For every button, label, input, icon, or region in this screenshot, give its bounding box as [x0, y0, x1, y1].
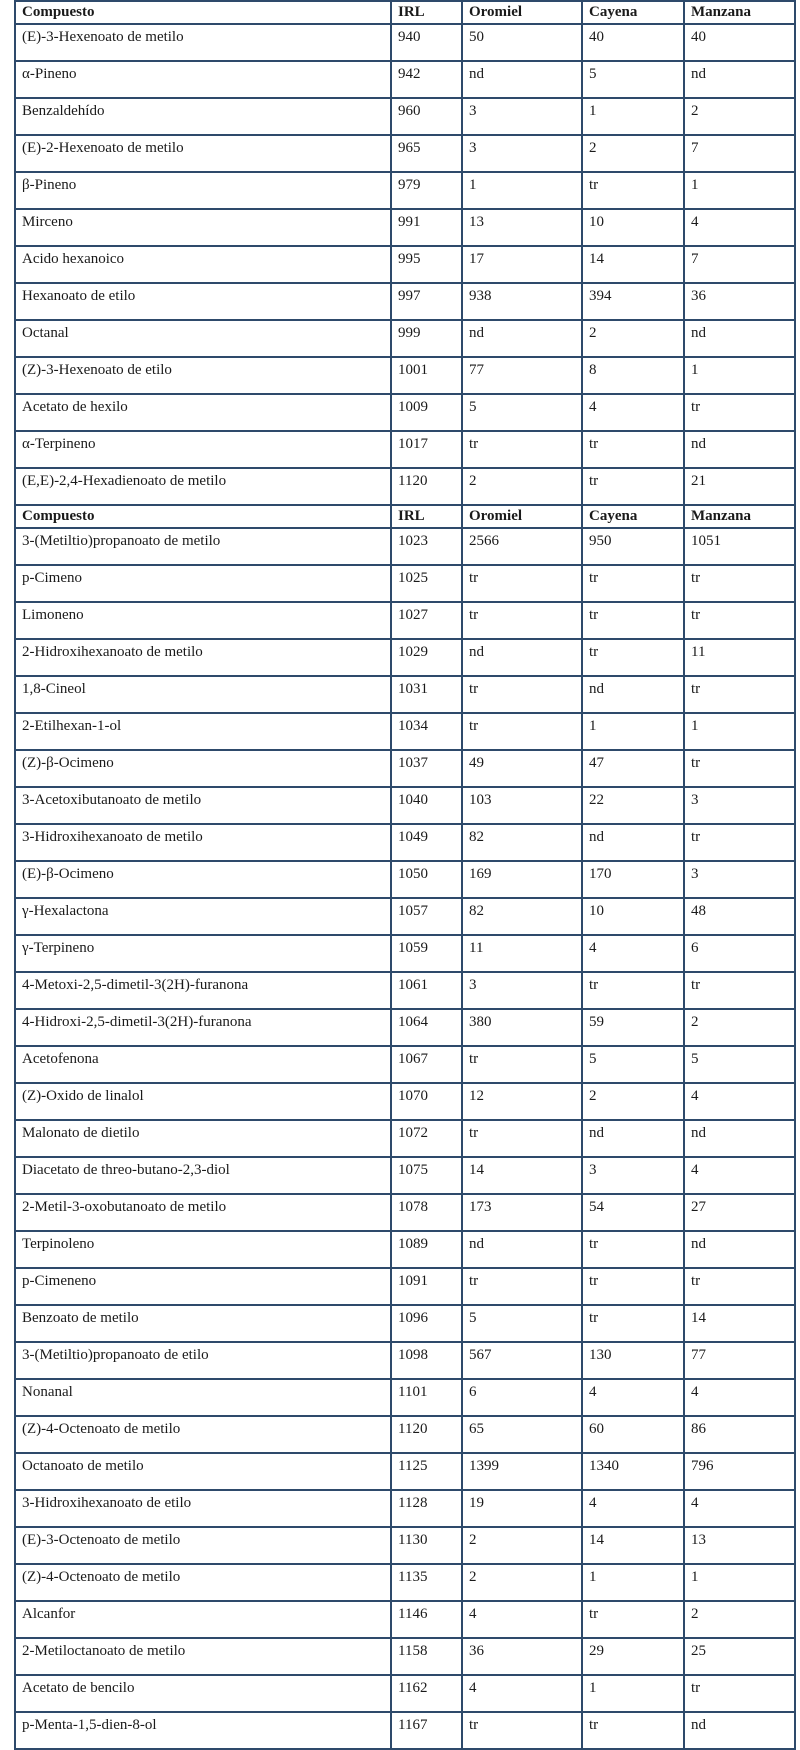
cell-compound: Diacetato de threo-butano-2,3-diol	[15, 1157, 391, 1194]
cell-oromiel: tr	[462, 565, 582, 602]
cell-compound: p-Menta-1,5-dien-8-ol	[15, 1712, 391, 1749]
cell-manzana: 3	[684, 787, 795, 824]
cell-cayena: 4	[582, 1490, 684, 1527]
cell-cayena: tr	[582, 431, 684, 468]
cell-oromiel: tr	[462, 1712, 582, 1749]
cell-compound: 2-Metil-3-oxobutanoato de metilo	[15, 1194, 391, 1231]
cell-irl: 1072	[391, 1120, 462, 1157]
cell-manzana: 27	[684, 1194, 795, 1231]
column-header-oromiel: Oromiel	[462, 505, 582, 528]
cell-manzana: 5	[684, 1046, 795, 1083]
cell-oromiel: 14	[462, 1157, 582, 1194]
table-row	[15, 283, 795, 320]
cell-cayena: 14	[582, 246, 684, 283]
cell-compound: 2-Metiloctanoato de metilo	[15, 1638, 391, 1675]
cell-compound: 3-(Metiltio)propanoato de etilo	[15, 1342, 391, 1379]
cell-irl: 1009	[391, 394, 462, 431]
cell-irl: 997	[391, 283, 462, 320]
cell-oromiel: nd	[462, 320, 582, 357]
cell-oromiel: 2	[462, 1527, 582, 1564]
cell-compound: Malonato de dietilo	[15, 1120, 391, 1157]
cell-compound: Mirceno	[15, 209, 391, 246]
table-row	[15, 1157, 795, 1194]
cell-manzana: 48	[684, 898, 795, 935]
column-header-irl: IRL	[391, 505, 462, 528]
table-row	[15, 639, 795, 676]
cell-cayena: tr	[582, 1268, 684, 1305]
cell-manzana: tr	[684, 394, 795, 431]
cell-compound: α-Terpineno	[15, 431, 391, 468]
table-row	[15, 935, 795, 972]
cell-oromiel: 11	[462, 935, 582, 972]
cell-manzana: 4	[684, 1490, 795, 1527]
table-row	[15, 602, 795, 639]
cell-cayena: 59	[582, 1009, 684, 1046]
cell-compound: (Z)-4-Octenoato de metilo	[15, 1564, 391, 1601]
cell-cayena: 10	[582, 898, 684, 935]
cell-manzana: nd	[684, 1231, 795, 1268]
table-row	[15, 676, 795, 713]
table-row	[15, 24, 795, 61]
table-row	[15, 98, 795, 135]
cell-compound: γ-Hexalactona	[15, 898, 391, 935]
cell-oromiel: 4	[462, 1601, 582, 1638]
cell-irl: 1098	[391, 1342, 462, 1379]
table-row	[15, 1194, 795, 1231]
cell-oromiel: 12	[462, 1083, 582, 1120]
cell-compound: Hexanoato de etilo	[15, 283, 391, 320]
table-row	[15, 713, 795, 750]
table-row	[15, 1712, 795, 1749]
cell-cayena: tr	[582, 172, 684, 209]
cell-oromiel: tr	[462, 1120, 582, 1157]
cell-manzana: 4	[684, 209, 795, 246]
cell-irl: 979	[391, 172, 462, 209]
table-row	[15, 1638, 795, 1675]
cell-compound: p-Cimeneno	[15, 1268, 391, 1305]
cell-compound: Nonanal	[15, 1379, 391, 1416]
cell-cayena: 170	[582, 861, 684, 898]
cell-irl: 1120	[391, 1416, 462, 1453]
cell-cayena: 1	[582, 1675, 684, 1712]
cell-cayena: 4	[582, 1379, 684, 1416]
cell-manzana: 36	[684, 283, 795, 320]
cell-cayena: 10	[582, 209, 684, 246]
cell-irl: 1130	[391, 1527, 462, 1564]
cell-cayena: tr	[582, 565, 684, 602]
cell-irl: 1027	[391, 602, 462, 639]
cell-oromiel: 380	[462, 1009, 582, 1046]
cell-irl: 1075	[391, 1157, 462, 1194]
cell-irl: 1059	[391, 935, 462, 972]
table-row	[15, 468, 795, 505]
cell-oromiel: 2	[462, 468, 582, 505]
table-row	[15, 61, 795, 98]
table-row	[15, 1009, 795, 1046]
cell-manzana: tr	[684, 1268, 795, 1305]
table-row	[15, 431, 795, 468]
cell-manzana: 4	[684, 1157, 795, 1194]
cell-cayena: 8	[582, 357, 684, 394]
cell-cayena: 1340	[582, 1453, 684, 1490]
cell-manzana: tr	[684, 676, 795, 713]
cell-cayena: tr	[582, 972, 684, 1009]
cell-compound: Terpinoleno	[15, 1231, 391, 1268]
table-row	[15, 528, 795, 565]
cell-manzana: 796	[684, 1453, 795, 1490]
cell-manzana: 4	[684, 1379, 795, 1416]
cell-oromiel: 36	[462, 1638, 582, 1675]
cell-irl: 1158	[391, 1638, 462, 1675]
cell-cayena: 1	[582, 713, 684, 750]
cell-oromiel: 17	[462, 246, 582, 283]
cell-cayena: 5	[582, 61, 684, 98]
cell-cayena: 47	[582, 750, 684, 787]
cell-oromiel: 77	[462, 357, 582, 394]
cell-manzana: 4	[684, 1083, 795, 1120]
table-row	[15, 1490, 795, 1527]
cell-oromiel: 3	[462, 98, 582, 135]
cell-irl: 1089	[391, 1231, 462, 1268]
cell-manzana: 13	[684, 1527, 795, 1564]
cell-manzana: 2	[684, 1601, 795, 1638]
cell-oromiel: tr	[462, 676, 582, 713]
cell-irl: 1037	[391, 750, 462, 787]
cell-oromiel: 2566	[462, 528, 582, 565]
cell-manzana: nd	[684, 431, 795, 468]
cell-cayena: nd	[582, 1120, 684, 1157]
cell-cayena: tr	[582, 1601, 684, 1638]
cell-oromiel: 50	[462, 24, 582, 61]
cell-compound: 4-Hidroxi-2,5-dimetil-3(2H)-furanona	[15, 1009, 391, 1046]
cell-irl: 1167	[391, 1712, 462, 1749]
cell-oromiel: 2	[462, 1564, 582, 1601]
column-header-irl: IRL	[391, 1, 462, 24]
cell-cayena: 22	[582, 787, 684, 824]
cell-compound: (E)-2-Hexenoato de metilo	[15, 135, 391, 172]
cell-oromiel: 169	[462, 861, 582, 898]
cell-irl: 942	[391, 61, 462, 98]
cell-oromiel: 103	[462, 787, 582, 824]
cell-cayena: 2	[582, 320, 684, 357]
table-row	[15, 1675, 795, 1712]
cell-compound: Acetato de hexilo	[15, 394, 391, 431]
cell-oromiel: 5	[462, 1305, 582, 1342]
table-row	[15, 1083, 795, 1120]
cell-cayena: nd	[582, 676, 684, 713]
cell-oromiel: 1	[462, 172, 582, 209]
cell-irl: 1029	[391, 639, 462, 676]
cell-cayena: 4	[582, 935, 684, 972]
cell-compound: Limoneno	[15, 602, 391, 639]
cell-manzana: 1	[684, 1564, 795, 1601]
cell-manzana: 7	[684, 246, 795, 283]
cell-compound: 3-Acetoxibutanoato de metilo	[15, 787, 391, 824]
cell-compound: Octanal	[15, 320, 391, 357]
cell-oromiel: 82	[462, 824, 582, 861]
table-row	[15, 135, 795, 172]
cell-irl: 1128	[391, 1490, 462, 1527]
table-row	[15, 1453, 795, 1490]
column-header-oromiel: Oromiel	[462, 1, 582, 24]
document-page	[14, 0, 794, 1750]
cell-compound: (Z)-β-Ocimeno	[15, 750, 391, 787]
cell-irl: 1120	[391, 468, 462, 505]
cell-cayena: 5	[582, 1046, 684, 1083]
table-row	[15, 824, 795, 861]
cell-oromiel: 6	[462, 1379, 582, 1416]
cell-irl: 1078	[391, 1194, 462, 1231]
cell-manzana: 11	[684, 639, 795, 676]
table-row	[15, 1527, 795, 1564]
cell-manzana: 40	[684, 24, 795, 61]
cell-compound: 3-Hidroxihexanoato de etilo	[15, 1490, 391, 1527]
cell-compound: (E)-3-Octenoato de metilo	[15, 1527, 391, 1564]
cell-compound: α-Pineno	[15, 61, 391, 98]
cell-oromiel: 49	[462, 750, 582, 787]
table-row	[15, 1342, 795, 1379]
column-header-cayena: Cayena	[582, 1, 684, 24]
cell-irl: 1096	[391, 1305, 462, 1342]
cell-cayena: tr	[582, 1305, 684, 1342]
cell-cayena: 2	[582, 135, 684, 172]
table-row	[15, 750, 795, 787]
cell-irl: 960	[391, 98, 462, 135]
cell-irl: 1031	[391, 676, 462, 713]
cell-irl: 1050	[391, 861, 462, 898]
cell-compound: Acetofenona	[15, 1046, 391, 1083]
cell-irl: 1091	[391, 1268, 462, 1305]
cell-oromiel: 19	[462, 1490, 582, 1527]
cell-oromiel: 3	[462, 135, 582, 172]
cell-cayena: 130	[582, 1342, 684, 1379]
table-row	[15, 1120, 795, 1157]
cell-cayena: 14	[582, 1527, 684, 1564]
cell-manzana: nd	[684, 61, 795, 98]
cell-compound: 2-Etilhexan-1-ol	[15, 713, 391, 750]
table-row	[15, 861, 795, 898]
cell-compound: (E)-β-Ocimeno	[15, 861, 391, 898]
cell-oromiel: nd	[462, 639, 582, 676]
cell-compound: 4-Metoxi-2,5-dimetil-3(2H)-furanona	[15, 972, 391, 1009]
column-header-manzana: Manzana	[684, 505, 795, 528]
cell-oromiel: 3	[462, 972, 582, 1009]
cell-oromiel: nd	[462, 1231, 582, 1268]
column-header-manzana: Manzana	[684, 1, 795, 24]
cell-manzana: 1	[684, 357, 795, 394]
compound-table	[14, 0, 796, 1750]
cell-compound: 2-Hidroxihexanoato de metilo	[15, 639, 391, 676]
table-row	[15, 394, 795, 431]
cell-irl: 1040	[391, 787, 462, 824]
cell-irl: 1162	[391, 1675, 462, 1712]
cell-cayena: 29	[582, 1638, 684, 1675]
cell-cayena: 4	[582, 394, 684, 431]
cell-cayena: 3	[582, 1157, 684, 1194]
cell-compound: 1,8-Cineol	[15, 676, 391, 713]
cell-compound: (E)-3-Hexenoato de metilo	[15, 24, 391, 61]
cell-manzana: nd	[684, 1712, 795, 1749]
cell-oromiel: 5	[462, 394, 582, 431]
table-row	[15, 1305, 795, 1342]
cell-manzana: 1	[684, 172, 795, 209]
cell-irl: 1034	[391, 713, 462, 750]
cell-irl: 1101	[391, 1379, 462, 1416]
cell-irl: 1067	[391, 1046, 462, 1083]
cell-manzana: 6	[684, 935, 795, 972]
cell-manzana: 86	[684, 1416, 795, 1453]
cell-oromiel: nd	[462, 61, 582, 98]
cell-oromiel: 82	[462, 898, 582, 935]
cell-irl: 1146	[391, 1601, 462, 1638]
cell-compound: (E,E)-2,4-Hexadienoato de metilo	[15, 468, 391, 505]
cell-cayena: tr	[582, 602, 684, 639]
cell-irl: 1064	[391, 1009, 462, 1046]
cell-manzana: nd	[684, 320, 795, 357]
cell-oromiel: 567	[462, 1342, 582, 1379]
table-row	[15, 972, 795, 1009]
table-row	[15, 1379, 795, 1416]
cell-manzana: tr	[684, 824, 795, 861]
cell-manzana: 7	[684, 135, 795, 172]
table-row	[15, 1268, 795, 1305]
cell-oromiel: tr	[462, 602, 582, 639]
cell-irl: 999	[391, 320, 462, 357]
cell-irl: 1135	[391, 1564, 462, 1601]
cell-irl: 991	[391, 209, 462, 246]
cell-irl: 940	[391, 24, 462, 61]
cell-manzana: tr	[684, 1675, 795, 1712]
cell-oromiel: 65	[462, 1416, 582, 1453]
table-row	[15, 320, 795, 357]
cell-manzana: nd	[684, 1120, 795, 1157]
table-row	[15, 1564, 795, 1601]
cell-irl: 1025	[391, 565, 462, 602]
cell-manzana: 77	[684, 1342, 795, 1379]
cell-irl: 1070	[391, 1083, 462, 1120]
cell-oromiel: tr	[462, 431, 582, 468]
column-header-cayena: Cayena	[582, 505, 684, 528]
cell-compound: Alcanfor	[15, 1601, 391, 1638]
cell-manzana: 1051	[684, 528, 795, 565]
cell-compound: (Z)-Oxido de linalol	[15, 1083, 391, 1120]
cell-compound: β-Pineno	[15, 172, 391, 209]
cell-irl: 1057	[391, 898, 462, 935]
cell-irl: 1049	[391, 824, 462, 861]
cell-oromiel: tr	[462, 713, 582, 750]
cell-compound: γ-Terpineno	[15, 935, 391, 972]
cell-compound: Benzaldehído	[15, 98, 391, 135]
cell-compound: 3-Hidroxihexanoato de metilo	[15, 824, 391, 861]
cell-compound: Benzoato de metilo	[15, 1305, 391, 1342]
cell-compound: p-Cimeno	[15, 565, 391, 602]
table-row	[15, 246, 795, 283]
cell-cayena: nd	[582, 824, 684, 861]
cell-oromiel: 4	[462, 1675, 582, 1712]
cell-cayena: 2	[582, 1083, 684, 1120]
cell-cayena: 60	[582, 1416, 684, 1453]
table-row	[15, 898, 795, 935]
cell-manzana: 2	[684, 98, 795, 135]
cell-manzana: 21	[684, 468, 795, 505]
cell-cayena: 1	[582, 1564, 684, 1601]
cell-irl: 1125	[391, 1453, 462, 1490]
cell-irl: 1023	[391, 528, 462, 565]
cell-irl: 965	[391, 135, 462, 172]
table-row	[15, 1231, 795, 1268]
cell-compound: (Z)-3-Hexenoato de etilo	[15, 357, 391, 394]
cell-manzana: 14	[684, 1305, 795, 1342]
table-row	[15, 172, 795, 209]
cell-manzana: tr	[684, 972, 795, 1009]
column-header-compound: Compuesto	[15, 505, 391, 528]
cell-manzana: 1	[684, 713, 795, 750]
cell-oromiel: tr	[462, 1046, 582, 1083]
cell-oromiel: tr	[462, 1268, 582, 1305]
column-header-compound: Compuesto	[15, 1, 391, 24]
cell-cayena: 40	[582, 24, 684, 61]
cell-oromiel: 173	[462, 1194, 582, 1231]
cell-cayena: 950	[582, 528, 684, 565]
cell-manzana: 25	[684, 1638, 795, 1675]
cell-cayena: 394	[582, 283, 684, 320]
cell-irl: 1061	[391, 972, 462, 1009]
cell-compound: Acido hexanoico	[15, 246, 391, 283]
cell-cayena: tr	[582, 639, 684, 676]
cell-manzana: tr	[684, 750, 795, 787]
table-row	[15, 1601, 795, 1638]
cell-cayena: 54	[582, 1194, 684, 1231]
cell-oromiel: 938	[462, 283, 582, 320]
cell-manzana: tr	[684, 565, 795, 602]
cell-compound: (Z)-4-Octenoato de metilo	[15, 1416, 391, 1453]
cell-cayena: tr	[582, 1712, 684, 1749]
table-row	[15, 357, 795, 394]
table-row	[15, 209, 795, 246]
header-row	[15, 1, 795, 24]
cell-cayena: 1	[582, 98, 684, 135]
cell-manzana: 2	[684, 1009, 795, 1046]
table-row	[15, 787, 795, 824]
cell-compound: Octanoato de metilo	[15, 1453, 391, 1490]
table-row	[15, 1046, 795, 1083]
cell-compound: 3-(Metiltio)propanoato de metilo	[15, 528, 391, 565]
cell-oromiel: 13	[462, 209, 582, 246]
cell-cayena: tr	[582, 1231, 684, 1268]
table-row	[15, 1416, 795, 1453]
cell-irl: 995	[391, 246, 462, 283]
cell-manzana: 3	[684, 861, 795, 898]
cell-compound: Acetato de bencilo	[15, 1675, 391, 1712]
cell-oromiel: 1399	[462, 1453, 582, 1490]
header-row	[15, 505, 795, 528]
cell-irl: 1001	[391, 357, 462, 394]
cell-cayena: tr	[582, 468, 684, 505]
table-row	[15, 565, 795, 602]
cell-manzana: tr	[684, 602, 795, 639]
cell-irl: 1017	[391, 431, 462, 468]
